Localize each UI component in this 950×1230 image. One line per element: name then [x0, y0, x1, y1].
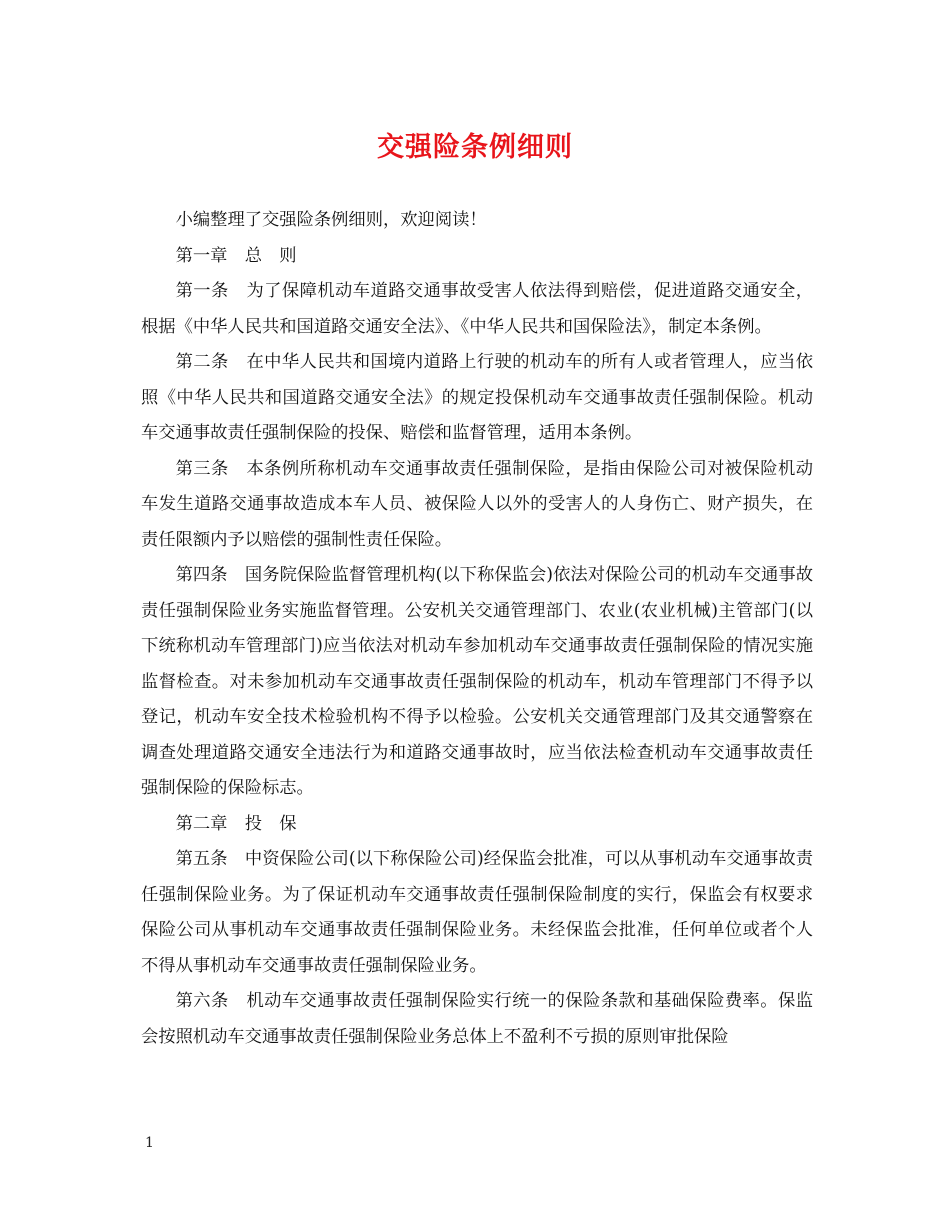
article-paragraph: 第四条 国务院保险监督管理机构(以下称保监会)依法对保险公司的机动车交通事故责任强制保险业务实施监督管理。公安机关交通管理部门、农业(农业机械)主管部门(以下统称机动车管理部门)应当依法对机动车参加机动车交通事故责任强制保险的情况实施监督检查。对未参加机动车交通事故责任强制保险的机动车，机动车管理部门不得予以登记，机动车安全技术检验机构不得予以检验。公安机关交通管理部门及其交通警察在调查处理道路交通安全违法行为和道路交通事故时，应当依法检查机动车交通事故责任强制保险的保险标志。	[141, 565, 813, 798]
intro-paragraph: 小编整理了交强险条例细则，欢迎阅读！	[175, 210, 487, 230]
document-title: 交强险条例细则	[377, 132, 573, 163]
chapter-heading: 第一章 总 则	[175, 245, 297, 266]
article-paragraph: 第五条 中资保险公司(以下称保险公司)经保监会批准，可以从事机动车交通事故责任强制保险业务。为了保证机动车交通事故责任强制保险制度的实行，保监会有权要求保险公司从事机动车交通事故责任强制保险业务。未经保监会批准，任何单位或者个人不得从事机动车交通事故责任强制保险业务。	[141, 849, 813, 976]
document-body	[141, 203, 813, 1055]
chapter-heading: 第二章 投 保	[175, 813, 297, 834]
article-paragraph: 第一条 为了保障机动车道路交通事故受害人依法得到赔偿，促进道路交通安全，根据《中华人民共和国道路交通安全法》、《中华人民共和国保险法》，制定本条例。	[141, 281, 813, 337]
article-paragraph: 第三条 本条例所称机动车交通事故责任强制保险，是指由保险公司对被保险机动车发生道路交通事故造成本车人员、被保险人以外的受害人的人身伤亡、财产损失，在责任限额内予以赔偿的强制性责任保险。	[141, 458, 813, 550]
article-paragraph: 第六条 机动车交通事故责任强制保险实行统一的保险条款和基础保险费率。保监会按照机动车交通事故责任强制保险业务总体上不盈利不亏损的原则审批保险	[141, 991, 813, 1047]
page-number: 1	[145, 1135, 154, 1151]
article-paragraph: 第二条 在中华人民共和国境内道路上行驶的机动车的所有人或者管理人，应当依照《中华人民共和国道路交通安全法》的规定投保机动车交通事故责任强制保险。机动车交通事故责任强制保险的投保、赔偿和监督管理，适用本条例。	[141, 352, 813, 443]
